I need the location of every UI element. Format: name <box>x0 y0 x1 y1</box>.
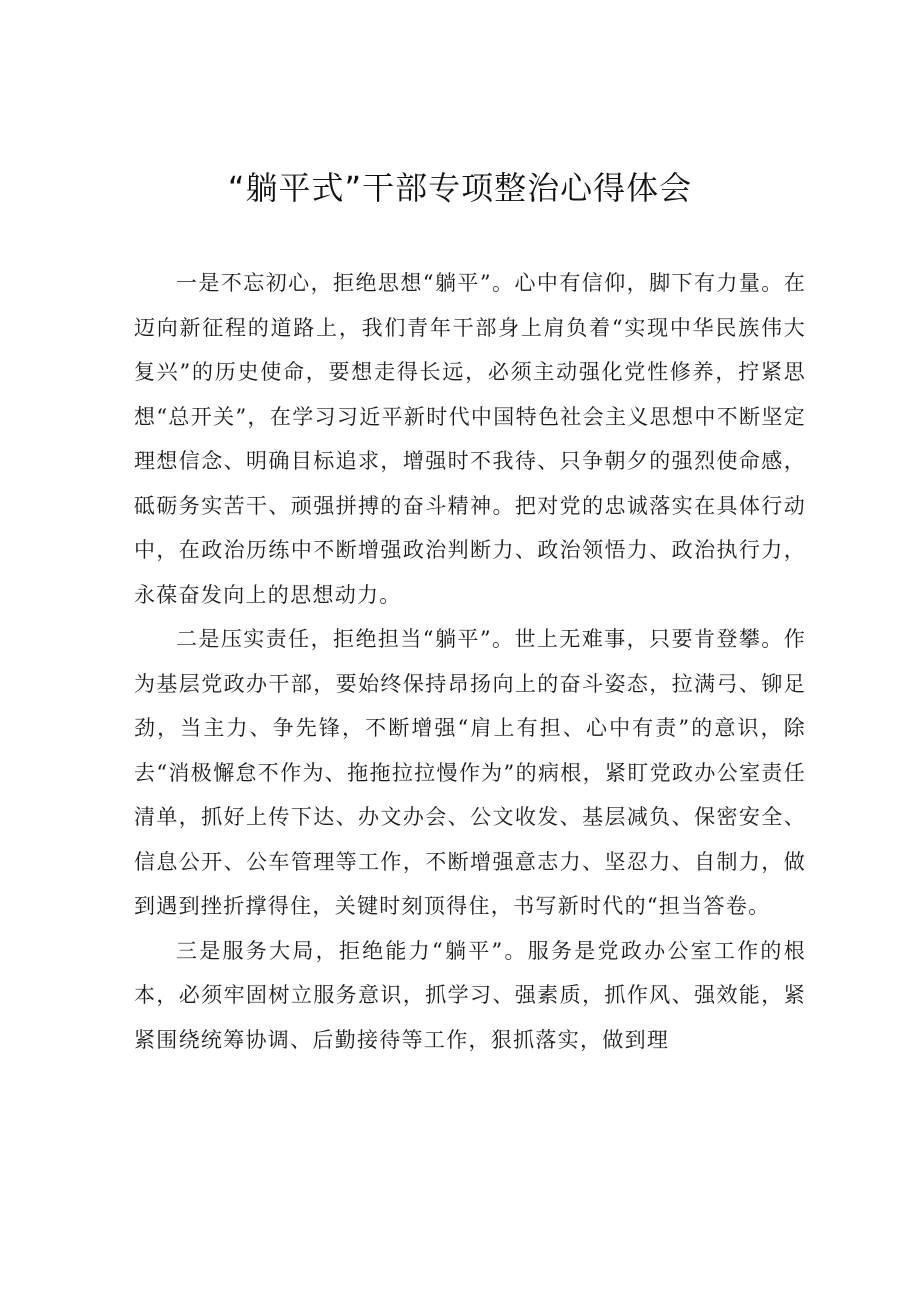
document-body <box>134 261 806 1062</box>
paragraph-2: 二是压实责任，拒绝担当“躺平”。世上无难事，只要肯登攀。作为基层党政办干部，要始终保持昂扬向上的奋斗姿态，拉满弓、铆足劲，当主力、争先锋，不断增强“肩上有担、心中有责”的意识，除去“消极懈怠不作为、拖拖拉拉慢作为”的病根，紧盯党政办公室责任清单，抓好上传下达、办文办会、公文收发、基层减负、保密安全、信息公开、公车管理等工作，不断增强意志力、坚忍力、自制力，做到遇到挫折撑得住，关键时刻顶得住，书写新时代的“担当答卷。 <box>134 627 806 918</box>
document-title: “躺平式”干部专项整治心得体会 <box>227 169 693 207</box>
paragraph-1: 一是不忘初心，拒绝思想“躺平”。心中有信仰，脚下有力量。在迈向新征程的道路上，我们青年干部身上肩负着“实现中华民族伟大复兴”的历史使命，要想走得长远，必须主动强化党性修养，拧紧思想“总开关”，在学习习近平新时代中国特色社会主义思想中不断坚定理想信念、明确目标追求，增强时不我待、只争朝夕的强烈使命感，砥砺务实苦干、顽强拼搏的奋斗精神。把对党的忠诚落实在具体行动中，在政治历练中不断增强政治判断力、政治领悟力、政治执行力，永葆奋发向上的思想动力。 <box>134 271 806 607</box>
paragraph-3: 三是服务大局，拒绝能力“躺平”。服务是党政办公室工作的根本，必须牢固树立服务意识，抓学习、强素质，抓作风、强效能，紧紧围绕统筹协调、后勤接待等工作，狠抓落实，做到理 <box>134 938 806 1052</box>
